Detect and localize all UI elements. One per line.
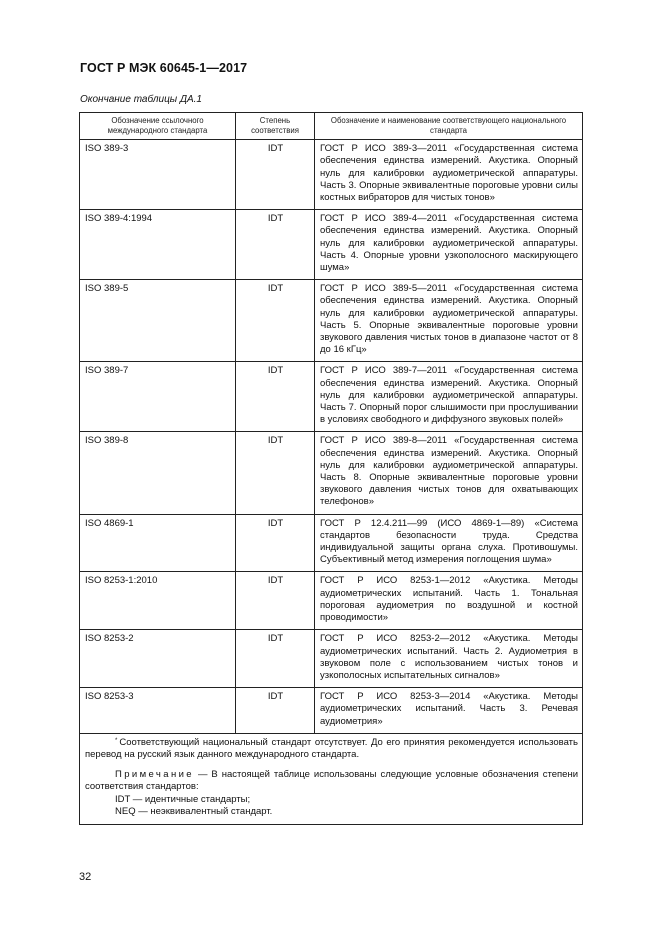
document-code: ГОСТ Р МЭК 60645-1—2017 [80, 61, 248, 75]
reference-code-cell: ISO 389-8 [80, 432, 236, 514]
table-notes [80, 733, 583, 824]
table-row [80, 362, 583, 432]
note [85, 769, 578, 794]
national-standard-cell: ГОСТ Р ИСО 8253-2—2012 «Акустика. Методы аудиометрических испытаний. Часть 2. Аудиометрия в звуковом поле с использованием чистых тонов и узкополосных испытательных сигналов» [315, 630, 583, 688]
reference-code-cell: ISO 389-5 [80, 280, 236, 362]
degree-cell: IDT [236, 630, 315, 688]
degree-cell: IDT [236, 688, 315, 734]
table-row [80, 140, 583, 210]
legend-item: NEQ — неэквивалентный стандарт. [115, 806, 273, 818]
column-header-degree: Степень соответствия [236, 113, 315, 140]
national-standard-cell: ГОСТ Р ИСО 8253-1—2012 «Акустика. Методы аудиометрических испытаний. Часть 1. Тональная пороговая аудиометрия по воздушной и костной проводимости» [315, 572, 583, 630]
reference-code-cell: ISO 389-4:1994 [80, 210, 236, 280]
degree-cell: IDT [236, 432, 315, 514]
table-row [80, 210, 583, 280]
note-label: Примечание [115, 768, 194, 780]
table-row [80, 688, 583, 734]
table-header-row [80, 113, 583, 140]
reference-code-cell: ISO 8253-2 [80, 630, 236, 688]
table-row [80, 280, 583, 362]
national-standard-cell: ГОСТ Р ИСО 389-4—2011 «Государственная система обеспечения единства измерений. Акустика. Опорный нуль для калибровки аудиометрической аппаратуры. Часть 4. Опорные уровни узкополосного маскирующего шума» [315, 210, 583, 280]
standards-table [79, 112, 583, 825]
degree-cell: IDT [236, 280, 315, 362]
table-row [80, 432, 583, 514]
column-header-national: Обозначение и наименование соответствующего национального стандарта [315, 113, 583, 140]
table-caption: Окончание таблицы ДА.1 [80, 94, 202, 105]
degree-cell: IDT [236, 514, 315, 572]
national-standard-cell: ГОСТ Р ИСО 389-5—2011 «Государственная система обеспечения единства измерений. Акустика. Опорный нуль для калибровки аудиометрической аппаратуры. Часть 5. Опорные эквивалентные пороговые уровни звукового давления чистых тонов в диапазоне частот от 8 до 16 кГц» [315, 280, 583, 362]
legend-item: IDT — идентичные стандарты; [115, 793, 251, 805]
reference-code-cell: ISO 8253-3 [80, 688, 236, 734]
reference-code-cell: ISO 389-3 [80, 140, 236, 210]
degree-cell: IDT [236, 362, 315, 432]
degree-cell: IDT [236, 140, 315, 210]
table-row [80, 572, 583, 630]
table-row [80, 514, 583, 572]
reference-code-cell: ISO 8253-1:2010 [80, 572, 236, 630]
reference-code-cell: ISO 389-7 [80, 362, 236, 432]
page-number: 32 [79, 871, 92, 883]
note-text: — В настоящей таблице использованы следующие условные обозначения степени соответствия стандартов: [85, 768, 578, 793]
national-standard-cell: ГОСТ Р ИСО 389-7—2011 «Государственная система обеспечения единства измерений. Акустика. Опорный нуль для калибровки аудиометрической аппаратуры. Часть 7. Опорный порог слышимости при прослушивании в условиях свободного и диффузного звуковых полей» [315, 362, 583, 432]
footnote [85, 737, 578, 762]
table-notes-row [80, 733, 583, 824]
national-standard-cell: ГОСТ Р 12.4.211—99 (ИСО 4869-1—89) «Система стандартов безопасности труда. Средства индивидуальной защиты органа слуха. Противошумы. Субъективный метод измерения поглощения шума» [315, 514, 583, 572]
reference-code-cell: ISO 4869-1 [80, 514, 236, 572]
table-row [80, 630, 583, 688]
degree-cell: IDT [236, 210, 315, 280]
national-standard-cell: ГОСТ Р ИСО 389-8—2011 «Государственная система обеспечения единства измерений. Акустика. Опорный нуль для калибровки аудиометрической аппаратуры. Часть 8. Опорные эквивалентные пороговые уровни звукового давления чистых тонов для охватывающих телефонов» [315, 432, 583, 514]
degree-cell: IDT [236, 572, 315, 630]
footnote-text: Соответствующий национальный стандарт отсутствует. До его принятия рекомендуется использовать перевод на русский язык данного международного стандарта. [85, 736, 578, 761]
national-standard-cell: ГОСТ Р ИСО 8253-3—2014 «Акустика. Методы аудиометрических испытаний. Часть 3. Речевая аудиометрия» [315, 688, 583, 734]
national-standard-cell: ГОСТ Р ИСО 389-3—2011 «Государственная система обеспечения единства измерений. Акустика. Опорный нуль для калибровки аудиометрической аппаратуры. Часть 3. Опорные эквивалентные пороговые уровни силы костных вибраторов для чистых тонов» [315, 140, 583, 210]
column-header-reference: Обозначение ссылочного международного стандарта [80, 113, 236, 140]
footnote-mark: * [115, 737, 118, 744]
